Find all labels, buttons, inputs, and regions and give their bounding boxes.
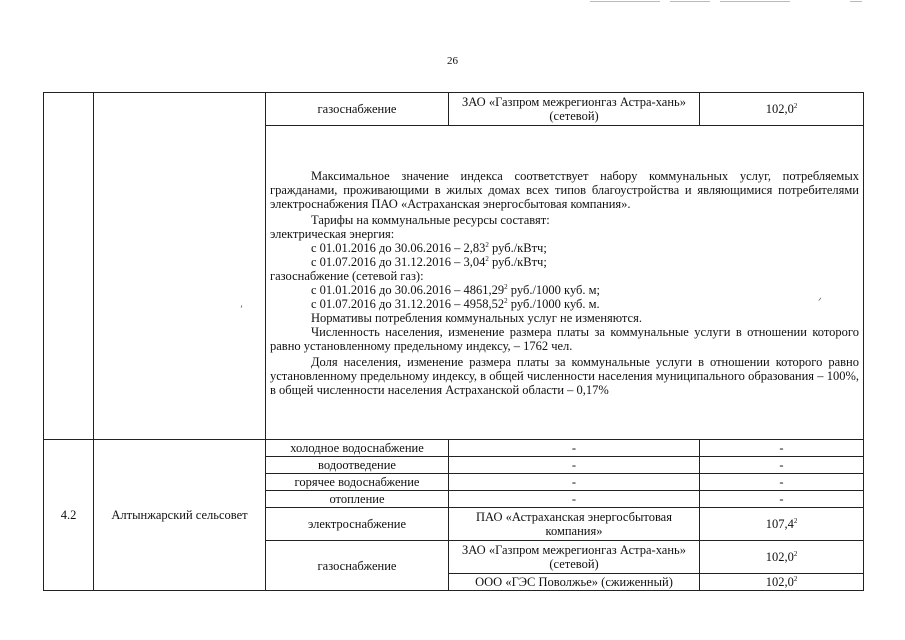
tariff-unit: руб./1000 куб. м; <box>507 282 601 297</box>
table-row <box>44 93 864 126</box>
index-cell <box>700 574 864 591</box>
provider-cell: - <box>449 491 700 508</box>
footnote-marker: 2 <box>485 254 489 263</box>
municipality-cell <box>94 93 266 440</box>
service-cell: отопление <box>266 491 449 508</box>
index-cell <box>700 508 864 541</box>
scan-speck: ʼ <box>240 304 243 314</box>
provider-cell: - <box>449 440 700 457</box>
tariff-electricity-h1 <box>270 241 859 255</box>
footnote-marker: 2 <box>504 296 508 305</box>
tariff-gas-h1 <box>270 283 859 297</box>
top-scan-marks <box>590 0 890 6</box>
tariff-table <box>43 92 864 591</box>
index-cell: - <box>700 491 864 508</box>
section-number: 4.2 <box>44 440 94 591</box>
index-value: 102,0 <box>765 575 794 589</box>
index-cell: - <box>700 457 864 474</box>
footnote-marker: 2 <box>793 102 798 110</box>
tariff-text: с 01.07.2016 до 31.12.2016 – 3,04 <box>311 254 486 269</box>
tariff-gas-h2 <box>270 297 859 311</box>
index-cell <box>700 541 864 574</box>
tariff-text: с 01.01.2016 до 30.06.2016 – 2,83 <box>311 240 486 255</box>
service-cell: газоснабжение <box>266 541 449 591</box>
label-electricity: электрическая энергия: <box>270 226 395 241</box>
label-gas: газоснабжение (сетевой газ): <box>270 268 424 283</box>
section-number-cell <box>44 93 94 440</box>
footnote-marker: 2 <box>485 240 489 249</box>
index-value: 102,0 <box>765 102 794 116</box>
paragraph-population-share: Доля населения, изменение размера платы за коммунальные услуги в отношении которого равно установленному предельному индексу, в общей численности населения муниципального образования – 100%, в общей численности населения Астраханской области – 0,17% <box>270 354 859 397</box>
paragraph-tariffs-intro: Тарифы на коммунальные ресурсы составят: <box>311 212 550 227</box>
index-value: 107,4 <box>765 517 794 531</box>
paragraph-norms: Нормативы потребления коммунальных услуг не изменяются. <box>311 310 642 325</box>
page-number: 26 <box>447 55 458 67</box>
provider-cell: ЗАО «Газпром межрегионгаз Астра-хань» (сетевой) <box>449 93 700 126</box>
service-cell: газоснабжение <box>266 93 449 126</box>
service-cell: горячее водоснабжение <box>266 474 449 491</box>
provider-cell: - <box>449 474 700 491</box>
scan-speck: ᐟ <box>818 296 822 306</box>
tariff-unit: руб./1000 куб. м. <box>507 296 600 311</box>
tariff-text: с 01.07.2016 до 31.12.2016 – 4958,52 <box>311 296 505 311</box>
service-cell: электроснабжение <box>266 508 449 541</box>
paragraph-max-index: Максимальное значение индекса соответствует набору коммунальных услуг, потребляемых гражданами, проживающими в жилых домах всех типов благоустройства и являющимися потребителями электроснабжения ПАО «Астраханская энергосбытовая компания». <box>270 168 859 211</box>
service-cell: холодное водоснабжение <box>266 440 449 457</box>
provider-cell: - <box>449 457 700 474</box>
footnote-marker: 2 <box>504 282 508 291</box>
index-cell <box>700 93 864 126</box>
tariff-text: с 01.01.2016 до 30.06.2016 – 4861,29 <box>311 282 505 297</box>
footnote-marker: 2 <box>793 575 798 583</box>
table-row <box>44 440 864 457</box>
provider-cell: ПАО «Астраханская энергосбытовая компания» <box>449 508 700 541</box>
footnote-marker: 2 <box>793 517 798 525</box>
provider-cell: ЗАО «Газпром межрегионгаз Астра-хань» (сетевой) <box>449 541 700 574</box>
tariff-electricity-h2 <box>270 255 859 269</box>
footnote-marker: 2 <box>793 550 798 558</box>
provider-cell: ООО «ГЭС Поволжье» (сжиженный) <box>449 574 700 591</box>
service-cell: водоотведение <box>266 457 449 474</box>
index-cell: - <box>700 474 864 491</box>
index-cell: - <box>700 440 864 457</box>
tariff-unit: руб./кВтч; <box>488 254 547 269</box>
index-value: 102,0 <box>765 550 794 564</box>
municipality-name: Алтынжарский сельсовет <box>94 440 266 591</box>
narrative-cell <box>266 126 864 440</box>
tariff-unit: руб./кВтч; <box>488 240 547 255</box>
paragraph-population-count: Численность населения, изменение размера платы за коммунальные услуги в отношении которого равно установленному предельному индексу, – 1762 чел. <box>270 324 859 353</box>
